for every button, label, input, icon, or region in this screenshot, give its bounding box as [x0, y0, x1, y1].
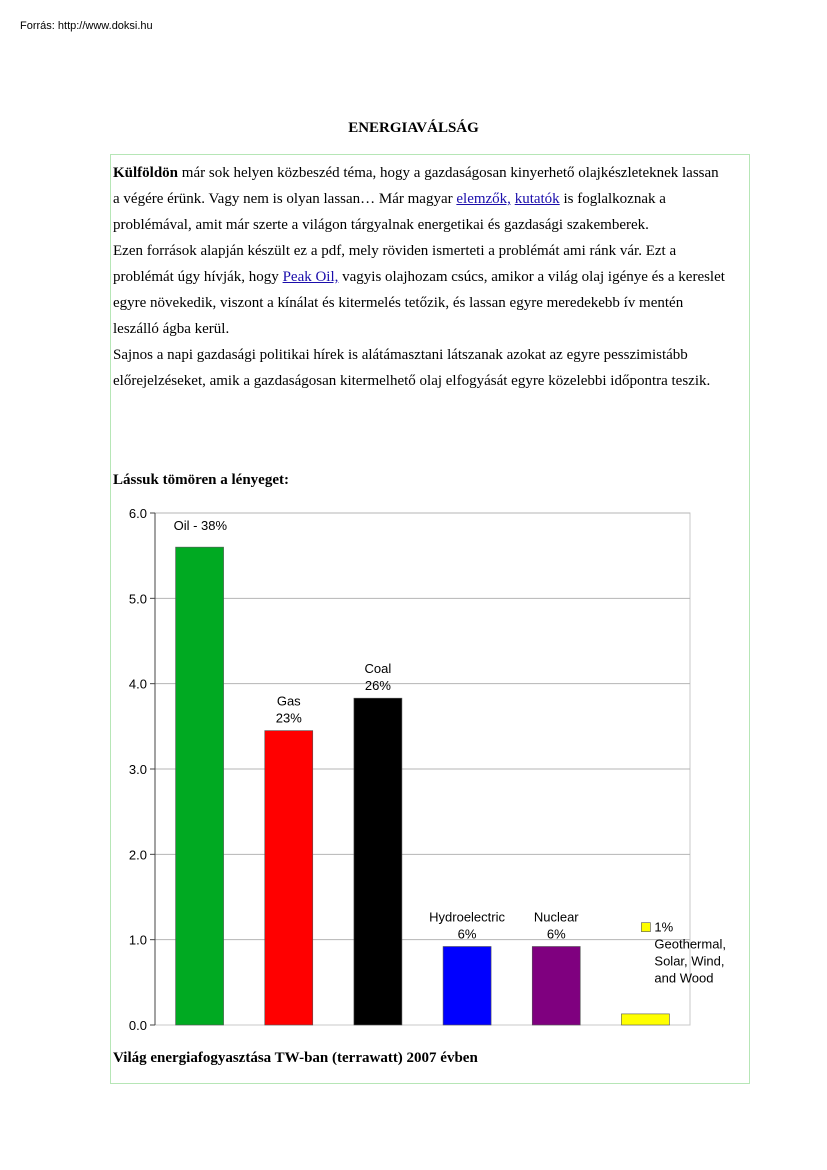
bar-label: Coal [364, 661, 392, 677]
bar-0 [176, 547, 224, 1025]
bar-label: Hydroelectric [429, 909, 506, 925]
bar-label: 1% [654, 919, 674, 935]
bar-label: 6% [546, 926, 566, 942]
intro-bold: Külföldön [113, 165, 179, 181]
link-kutatok[interactable]: kutatók [514, 191, 560, 207]
legend-swatch [641, 923, 650, 932]
bar-label: Solar, Wind, [654, 953, 725, 969]
bar-5 [621, 1014, 669, 1025]
bar-label: Geothermal, [654, 936, 726, 952]
energy-bar-chart [110, 500, 750, 1045]
source-line: Forrás: http://www.doksi.hu [20, 20, 153, 32]
subheading: Lássuk tömören a lényeget: [113, 472, 289, 488]
y-tick-label: 3.0 [128, 762, 147, 777]
bar-3 [443, 946, 491, 1025]
bar-label: Oil - 38% [173, 518, 228, 533]
y-tick-label: 5.0 [128, 591, 147, 607]
y-tick-label: 0.0 [128, 1018, 147, 1033]
bar-label: 26% [364, 678, 391, 694]
chart-caption: Világ energiafogyasztása TW-ban (terrawatt) 2007 évben [113, 1050, 478, 1066]
intro-paragraph-2: Ezen források alapján készült ez a pdf, mely röviden ismerteti a problémát ami ránk vár. Ezt a problémát úgy hívják, hogy Peak Oil, vagyis olajhozam csúcs, amikor a világ olaj igénye és a kereslet egyre növekedik, viszont a kínálat és kitermelés tetőzik, és lassan egyre meredekebb ív mentén leszálló ágba kerül. [113, 243, 725, 337]
bar-label: 6% [457, 926, 477, 942]
bar-label: 23% [275, 710, 302, 726]
bar-label: Gas [276, 693, 301, 709]
y-tick-label: 6.0 [128, 506, 147, 521]
bar-4 [532, 946, 580, 1025]
bar-1 [265, 731, 313, 1025]
y-tick-label: 2.0 [128, 847, 147, 863]
bar-label: Nuclear [533, 909, 579, 925]
link-elemzok[interactable]: elemzők, [456, 191, 511, 207]
y-tick-label: 1.0 [128, 932, 147, 948]
page-title: ENERGIAVÁLSÁG [348, 120, 479, 136]
intro-text [113, 160, 725, 394]
link-peak-oil[interactable]: Peak Oil, [282, 269, 339, 285]
intro-paragraph-3: Sajnos a napi gazdasági politikai hírek is alátámasztani látszanak azokat az egyre pesszimistább előrejelzéseket, amik a gazdaságosan kitermelhető olaj elfogyását egyre közelebbi időpontra teszik. [113, 347, 711, 389]
bar-2 [354, 698, 402, 1025]
intro-paragraph-1: Külföldön már sok helyen közbeszéd téma, hogy a gazdaságosan kinyerhető olajkészleteknek lassan a végére érünk. Vagy nem is olyan lassan… Már magyar elemzők, kutatók is foglalkoznak a problémával, amit már szerte a világon tárgyalnak energetikai és gazdasági szakemberek. [113, 165, 719, 233]
y-tick-label: 4.0 [128, 676, 147, 692]
bar-label: and Wood [654, 970, 714, 986]
